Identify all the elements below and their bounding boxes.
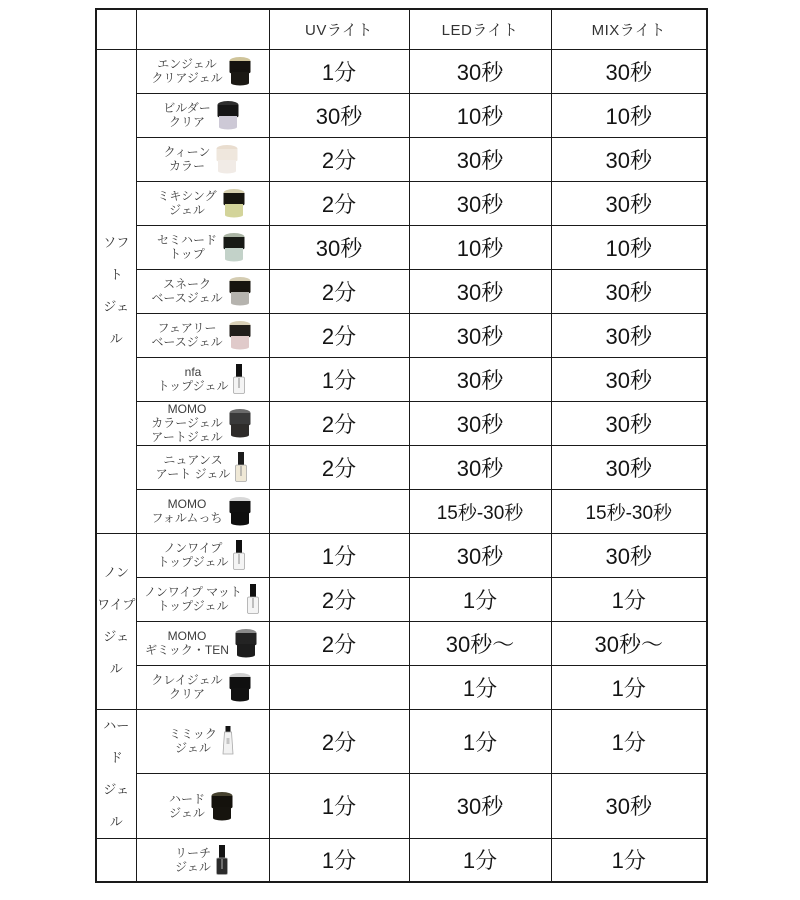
time-cell-led: 30秒 bbox=[409, 533, 551, 577]
product-cell bbox=[136, 621, 269, 665]
product-cell bbox=[136, 489, 269, 533]
product-cell bbox=[136, 93, 269, 137]
time-cell-uv: 2分 bbox=[269, 401, 409, 445]
time-cell-mix: 10秒 bbox=[551, 93, 707, 137]
table-row bbox=[96, 225, 707, 269]
group-label-line: ジェル bbox=[103, 781, 130, 829]
product-name: ビルダー クリア bbox=[163, 101, 211, 129]
time-cell-mix: 30秒 bbox=[551, 445, 707, 489]
table-row bbox=[96, 709, 707, 774]
corner-cell-group bbox=[96, 9, 136, 49]
group-cell bbox=[96, 49, 136, 533]
jar-icon bbox=[226, 56, 254, 86]
time-cell-mix: 1分 bbox=[551, 665, 707, 709]
product-cell bbox=[136, 401, 269, 445]
table-row bbox=[96, 445, 707, 489]
group-label-line: ワイプ bbox=[97, 597, 136, 612]
table-row bbox=[96, 774, 707, 839]
jar-icon bbox=[226, 408, 254, 438]
time-cell-mix: 15秒-30秒 bbox=[551, 489, 707, 533]
time-cell-led: 30秒 bbox=[409, 49, 551, 93]
curing-time-table bbox=[95, 8, 708, 883]
product-name: ノンワイプ マット トップジェル bbox=[144, 585, 242, 613]
table-row bbox=[96, 93, 707, 137]
table-row bbox=[96, 401, 707, 445]
table-row bbox=[96, 533, 707, 577]
time-cell-led: 1分 bbox=[409, 838, 551, 882]
time-cell-led: 30秒 bbox=[409, 401, 551, 445]
time-cell-mix: 1分 bbox=[551, 709, 707, 774]
time-cell-mix: 10秒 bbox=[551, 225, 707, 269]
table-row bbox=[96, 665, 707, 709]
time-cell-uv bbox=[269, 489, 409, 533]
time-cell-mix: 1分 bbox=[551, 577, 707, 621]
time-cell-led: 10秒 bbox=[409, 225, 551, 269]
product-name: セミハード トップ bbox=[156, 233, 217, 261]
jar-icon bbox=[213, 144, 241, 174]
time-cell-led: 30秒 bbox=[409, 137, 551, 181]
jar-icon bbox=[220, 232, 248, 262]
time-cell-uv bbox=[269, 665, 409, 709]
product-name: MOMO フォルムっち bbox=[151, 497, 223, 525]
time-cell-led: 30秒 bbox=[409, 181, 551, 225]
bottle-icon bbox=[214, 844, 230, 876]
product-name: nfa トップジェル bbox=[157, 365, 229, 393]
time-cell-mix: 30秒 bbox=[551, 533, 707, 577]
time-cell-led: 1分 bbox=[409, 577, 551, 621]
time-cell-uv: 2分 bbox=[269, 577, 409, 621]
bottle-icon bbox=[233, 451, 249, 483]
time-cell-uv: 2分 bbox=[269, 181, 409, 225]
time-cell-uv: 30秒 bbox=[269, 93, 409, 137]
corner-cell-product bbox=[136, 9, 269, 49]
jar-icon bbox=[208, 791, 236, 821]
product-cell bbox=[136, 577, 269, 621]
product-cell bbox=[136, 49, 269, 93]
jar-icon bbox=[226, 320, 254, 350]
time-cell-led: 30秒 bbox=[409, 774, 551, 839]
jar-icon bbox=[214, 100, 242, 130]
group-cell bbox=[96, 533, 136, 709]
time-cell-mix: 1分 bbox=[551, 838, 707, 882]
table-row bbox=[96, 621, 707, 665]
table-row bbox=[96, 269, 707, 313]
bottle-icon bbox=[231, 363, 247, 395]
product-cell bbox=[136, 665, 269, 709]
bottle-icon bbox=[245, 583, 261, 615]
time-cell-mix: 30秒 bbox=[551, 774, 707, 839]
table-header bbox=[96, 9, 707, 49]
time-cell-led: 10秒 bbox=[409, 93, 551, 137]
time-cell-led: 30秒 bbox=[409, 313, 551, 357]
product-name: ミキシング ジェル bbox=[157, 189, 217, 217]
time-cell-led: 15秒-30秒 bbox=[409, 489, 551, 533]
time-cell-mix: 30秒〜 bbox=[551, 621, 707, 665]
time-cell-uv: 2分 bbox=[269, 137, 409, 181]
time-cell-uv: 2分 bbox=[269, 709, 409, 774]
product-name: ニュアンス アート ジェル bbox=[155, 453, 231, 481]
group-label-line: ノン bbox=[103, 565, 129, 580]
jar-icon bbox=[220, 188, 248, 218]
time-cell-uv: 30秒 bbox=[269, 225, 409, 269]
table-row bbox=[96, 577, 707, 621]
product-cell bbox=[136, 181, 269, 225]
product-cell bbox=[136, 313, 269, 357]
group-label-line: ジェル bbox=[103, 629, 130, 676]
column-header-led: LEDライト bbox=[409, 9, 551, 49]
table-row bbox=[96, 489, 707, 533]
column-header-mix: MIXライト bbox=[551, 9, 707, 49]
group-cell bbox=[96, 838, 136, 882]
time-cell-uv: 2分 bbox=[269, 621, 409, 665]
time-cell-uv: 1分 bbox=[269, 49, 409, 93]
table-row bbox=[96, 49, 707, 93]
time-cell-mix: 30秒 bbox=[551, 49, 707, 93]
tube-icon bbox=[220, 725, 236, 757]
product-cell bbox=[136, 533, 269, 577]
time-cell-led: 30秒 bbox=[409, 357, 551, 401]
time-cell-led: 1分 bbox=[409, 665, 551, 709]
product-cell bbox=[136, 137, 269, 181]
time-cell-mix: 30秒 bbox=[551, 401, 707, 445]
time-cell-uv: 1分 bbox=[269, 838, 409, 882]
product-name: フェアリー ベースジェル bbox=[151, 321, 223, 349]
jar-icon bbox=[232, 628, 260, 658]
group-cell bbox=[96, 709, 136, 838]
time-cell-led: 30秒〜 bbox=[409, 621, 551, 665]
product-name: MOMO ギミック・TEN bbox=[145, 629, 229, 657]
time-cell-uv: 1分 bbox=[269, 533, 409, 577]
bottle-icon bbox=[231, 539, 247, 571]
table-row bbox=[96, 137, 707, 181]
header-row bbox=[96, 9, 707, 49]
time-cell-led: 30秒 bbox=[409, 445, 551, 489]
product-name: スネーク ベースジェル bbox=[151, 277, 223, 305]
group-label-line: ジェル bbox=[103, 299, 130, 346]
table-row bbox=[96, 181, 707, 225]
time-cell-mix: 30秒 bbox=[551, 269, 707, 313]
column-header-uv: UVライト bbox=[269, 9, 409, 49]
table-row bbox=[96, 313, 707, 357]
table-row bbox=[96, 357, 707, 401]
group-label-line: ソフト bbox=[103, 235, 130, 282]
time-cell-uv: 2分 bbox=[269, 269, 409, 313]
group-label-line: ハード bbox=[103, 717, 130, 765]
product-cell bbox=[136, 709, 269, 774]
product-name: ノンワイプ トップジェル bbox=[157, 541, 229, 569]
jar-icon bbox=[226, 496, 254, 526]
time-cell-led: 30秒 bbox=[409, 269, 551, 313]
time-cell-uv: 1分 bbox=[269, 774, 409, 839]
product-name: クィーン カラー bbox=[163, 145, 211, 173]
time-cell-mix: 30秒 bbox=[551, 181, 707, 225]
gel-curing-table bbox=[95, 8, 708, 883]
product-name: ミミック ジェル bbox=[169, 727, 217, 756]
time-cell-mix: 30秒 bbox=[551, 357, 707, 401]
product-name: ハード ジェル bbox=[168, 791, 205, 820]
product-cell bbox=[136, 357, 269, 401]
product-cell bbox=[136, 445, 269, 489]
table-row bbox=[96, 838, 707, 882]
product-cell bbox=[136, 774, 269, 839]
product-name: エンジェル クリアジェル bbox=[151, 57, 223, 85]
time-cell-mix: 30秒 bbox=[551, 313, 707, 357]
jar-icon bbox=[226, 672, 254, 702]
product-cell bbox=[136, 225, 269, 269]
product-name: クレイジェル クリア bbox=[151, 673, 223, 701]
product-name: リーチ ジェル bbox=[174, 845, 211, 874]
jar-icon bbox=[226, 276, 254, 306]
product-cell bbox=[136, 269, 269, 313]
time-cell-uv: 1分 bbox=[269, 357, 409, 401]
table-body bbox=[96, 49, 707, 882]
product-name: MOMO カラージェル アートジェル bbox=[151, 402, 223, 444]
time-cell-mix: 30秒 bbox=[551, 137, 707, 181]
product-cell bbox=[136, 838, 269, 882]
time-cell-uv: 2分 bbox=[269, 313, 409, 357]
time-cell-led: 1分 bbox=[409, 709, 551, 774]
time-cell-uv: 2分 bbox=[269, 445, 409, 489]
